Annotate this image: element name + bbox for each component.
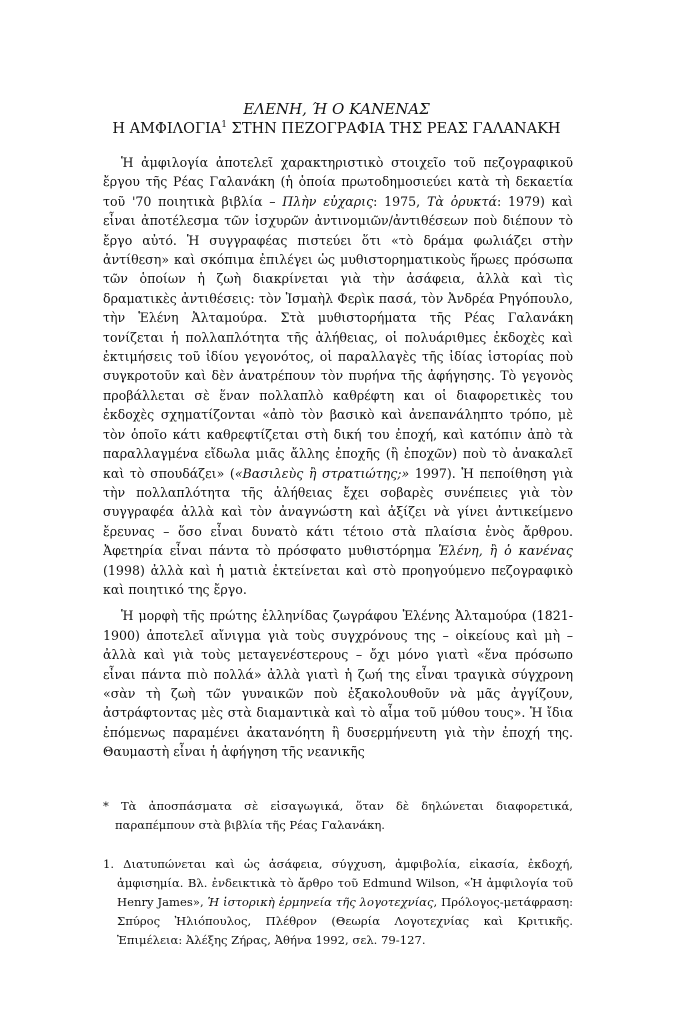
paragraph-1	[103, 153, 573, 599]
subtitle-part-b: ΣΤΗΝ ΠΕΖΟΓΡΑΦΙΑ ΤΗΣ ΡΕΑΣ ΓΑΛΑΝΑΚΗ	[226, 121, 561, 137]
chapter-subtitle	[0, 120, 673, 138]
footnote-star: * Τὰ ἀποσπάσματα σὲ εἰσαγωγικά, ὅταν δὲ δηλώνεται διαφορετικά, παραπέμπουν στὰ βιβλία τῆς Ρέας Γαλανάκη.	[103, 799, 573, 832]
book-title-vasileus: «Βασιλεὺς ἢ στρατιώτης;»	[234, 465, 410, 481]
p1-text-d: 1997). Ἡ πεποίθηση γιὰ τὴν πολλαπλότητα τῆς ἀλήθειας ἔχει σοβαρὲς συνέπειες γιὰ τὸν συγγραφέα ἀλλὰ καὶ τὸν ἀναγνώστη καὶ ἀξίζει νὰ γίνει ἀντικείμενο ἔρευνας – ὅσο εἶναι δυνατὸ κάτι τέτοιο στὰ πλαίσια ἑνὸς ἄρθρου. Ἀφετηρία εἶναι πάντα τὸ πρόσφατο μυθιστόρημα	[103, 465, 573, 559]
footnote-1-text-a: 1. Διατυπώνεται καὶ ὡς ἀσάφεια, σύγχυση, ἀμφιβολία, εἰκασία, ἐκδοχή, ἀμφισημία. Βλ. ἐνδεικτικὰ τὸ ἄρθρο τοῦ Edmund Wilson, «Ἡ ἀμφιλογία τοῦ Henry James»,	[103, 857, 573, 909]
book-title-plin-eucharis: Πλὴν εὐχαρις	[282, 193, 374, 209]
chapter-title: ΕΛΕΝΗ, Ή Ο ΚΑΝΕΝΑΣ	[243, 100, 430, 118]
footnote-1	[103, 855, 573, 950]
p1-text-c: : 1979) καὶ εἶναι ἀποτέλεσμα τῶν ἰσχυρῶν ἀντινομιῶν/ἀντιθέσεων ποὺ διέπουν τὸ ἔργο αὐτό. Ἡ συγγραφέας πιστεύει ὅτι «τὸ δράμα φωλιάζει στὴν ἀντίθεση» καὶ σκόπιμα ἐπιλέγει ὡς μυθιστορηματικοὺς ἥρωες πρόσωπα τῶν ὁποίων ἡ ζωὴ διακρίνεται γιὰ τὴν ἀσάφεια, ἀλλὰ καὶ τὶς δραματικὲς ἀντιθέσεις: τὸν Ἰσμαὴλ Φερὶκ πασά, τὸν Ἀνδρέα Ρηγόπουλο, τὴν Ἑλένη Ἀλταμούρα. Στὰ μυθιστορήματα τῆς Ρέας Γαλανάκη τονίζεται ἡ πολλαπλότητα τῆς ἀλήθειας, οἱ πολυάριθμες ἐκδοχὲς καὶ ἐκτιμήσεις τοῦ ἰδίου γεγονότος, οἱ παραλλαγὲς τῆς ἰδίας ἱστορίας ποὺ συγκροτοῦν καὶ δὲν ἀνατρέπουν τὸν πυρήνα τῆς ἀφήγησης. Τὸ γεγονὸς προβάλλεται σὲ ἕναν πολλαπλὸ καθρέφτη και οἱ διαφορετικὲς του ἐκδοχὲς σχηματίζονται «ἀπὸ τὸν βασικὸ καὶ ἀνεπανάληπτο τρόπο, μὲ τὸν ὁποῖο κάτι καθρεφτίζεται στὴ δική του ἐποχή, καὶ κατόπιν ἀπὸ τὰ παραλλαγμένα εἴδωλα μιᾶς ἄλλης ἐποχῆς (ἢ ἐποχῶν) ποὺ τὸ ἀνακαλεῖ καὶ τὸ σπουδάζει» (	[103, 193, 573, 481]
book-title-ta-orykta: Τὰ ὀρυκτά	[426, 193, 497, 209]
subtitle-part-a: Η ΑΜΦΙΛΟΓΙΑ	[112, 121, 222, 137]
p1-text-a: Ἡ ἀμφιλογία ἀποτελεῖ χαρακτηριστικὸ στοιχεῖο τοῦ πεζογραφικοῦ ἔργου τῆς Ρέας Γαλανάκη (ἡ ὁποία πρωτοδημοσιεύει κατὰ τὴ δεκαετία τοῦ '70 ποιητικὰ βιβλία –	[103, 155, 573, 209]
p1-text-e: (1998) ἀλλὰ καὶ ἡ ματιὰ ἐκτείνεται καὶ στὸ προηγούμενο πεζογραφικὸ καὶ ποιητικό της ἔργο.	[103, 562, 573, 597]
book-title-eleni: Ἑλένη, ἢ ὁ κανένας	[438, 543, 573, 559]
p1-text-b: : 1975,	[373, 193, 427, 209]
paragraph-2: Ἡ μορφὴ τῆς πρώτης ἑλληνίδας ζωγράφου Ἑλένης Ἀλταμούρα (1821-1900) ἀποτελεῖ αἴνιγμα γιὰ τοὺς συγχρόνους της – οἰκείους καὶ μὴ – ἀλλὰ καὶ γιὰ τοὺς μεταγενέστερους – ὄχι μόνο γιατὶ «ἕνα πρόσωπο εἶναι πάντα πιὸ πολλά» ἀλλὰ γιατὶ ἡ ζωή της εἶναι τραγικὰ σύγχρονη «σὰν τὴ ζωὴ τῶν γυναικῶν ποὺ ἐξακολουθοῦν νὰ μᾶς ἀγγίζουν, ἀστράφτοντας μὲς στὰ διαμαντικὰ καὶ τὸ αἷμα τοῦ μύθου τους». Ἡ ἴδια ἐπόμενως παραμένει ἀκατανόητη ἢ δυσερμήνευτη γιὰ τὴν ἐποχή της. Θαυμαστὴ εἶναι ἡ ἀφήγηση τῆς νεανικῆς	[103, 608, 573, 760]
footnote-ref-1: 1	[221, 120, 227, 131]
body-text	[103, 153, 573, 762]
footnote-1-text-b: , Πρόλογος-μετάφραση: Σπύρος Ἠλιόπουλος, Πλέθρον (Θεωρία Λογοτεχνίας καὶ Κριτικῆς. Ἐπιμέλεια: Ἀλέξης Ζήρας, Ἀθήνα 1992, σελ. 79-127.	[117, 895, 573, 947]
footnote-1-book-title: Ἡ ἱστορικὴ ἑρμηνεία τῆς λογοτεχνίας	[207, 895, 434, 909]
